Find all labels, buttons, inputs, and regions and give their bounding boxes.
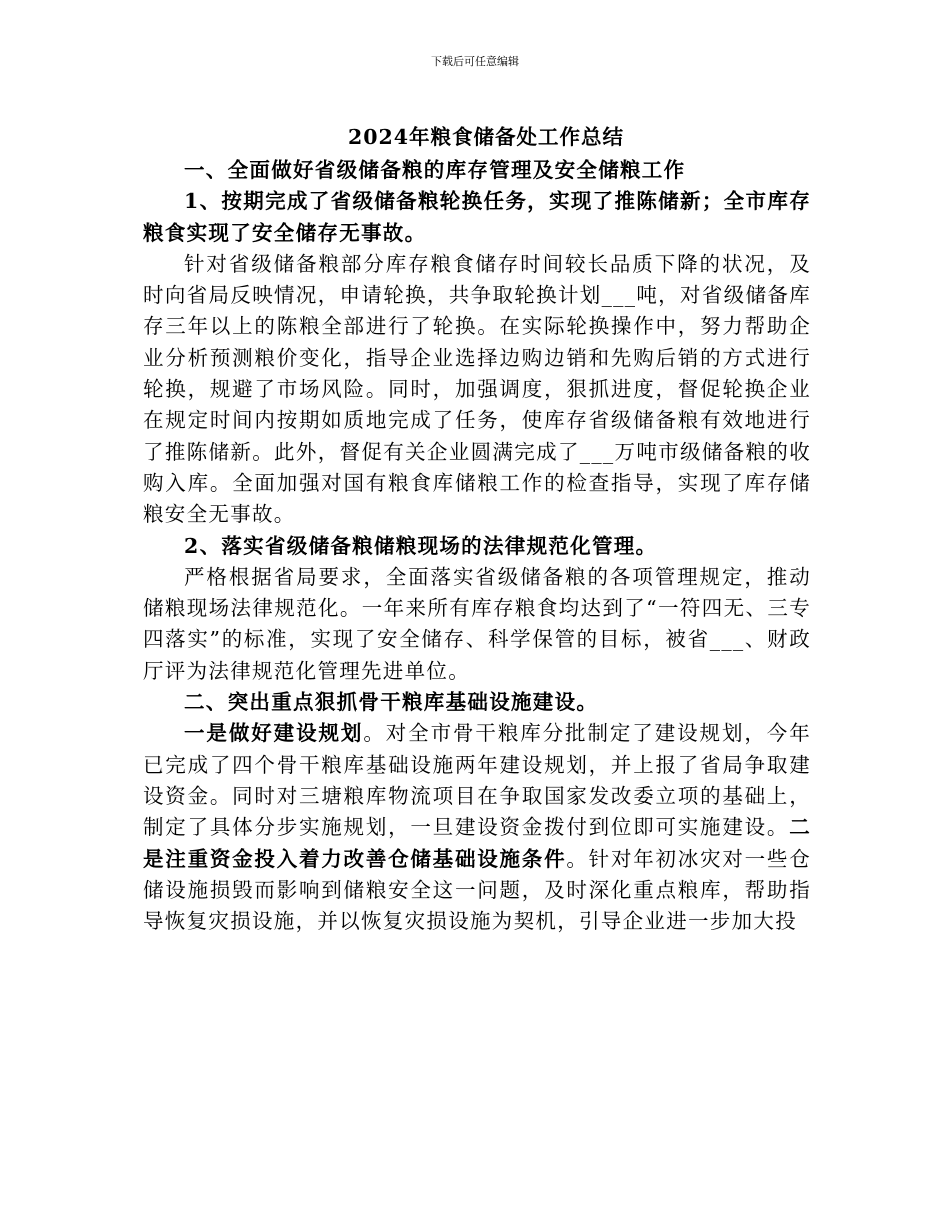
paragraph-3 [143, 718, 811, 937]
section-heading-1: 一、全面做好省级储备粮的库存管理及安全储粮工作 [184, 158, 686, 182]
subsection-heading-2: 2、落实省级储备粮储粮现场的法律规范化管理。 [184, 533, 658, 558]
document-title: 2024年粮食储备处工作总结 [347, 125, 625, 149]
section-heading-2: 二、突出重点狠抓骨干粮库基础设施建设。 [184, 690, 599, 715]
subsection-heading-1: 1、按期完成了省级储备粮轮换任务，实现了推陈储新；全市库存粮食实现了安全储存无事故。 [143, 189, 811, 245]
paragraph-3-text-2: 。针对年初冰灾对一些仓储设施损毁而影响到储粮安全这一问题，及时深化重点粮库，帮助指导恢复灾损设施，并以恢复灾损设施为契机，引导企业进一步加大投 [143, 846, 811, 934]
document-body [143, 120, 811, 937]
paragraph-3-text-1: 。对全市骨干粮库分批制定了建设规划，今年已完成了四个骨干粮库基础设施两年建设规划，并上报了省局争取建设资金。同时对三塘粮库物流项目在争取国家发改委立项的基础上，制定了具体分步实施规划，一旦建设资金拨付到位即可实施建设。 [143, 721, 812, 840]
paragraph-1: 针对省级储备粮部分库存粮食储存时间较长品质下降的状况，及时向省局反映情况，申请轮换，共争取轮换计划___吨，对省级储备库存三年以上的陈粮全部进行了轮换。在实际轮换操作中，努力帮助企业分析预测粮价变化，指导企业选择边购边销和先购后销的方式进行轮换，规避了市场风险。同时，加强调度，狠抓进度，督促轮换企业在规定时间内按期如质地完成了任务，使库存省级储备粮有效地进行了推陈储新。此外，督促有关企业圆满完成了___万吨市级储备粮的收购入库。全面加强对国有粮食库储粮工作的检查指导，实现了库存储粮安全无事故。 [143, 251, 811, 527]
paragraph-3-lead-2: 二是注重资金投入着力改善仓储基础设施条件 [143, 815, 811, 871]
paragraph-3-lead: 一是做好建设规划 [184, 721, 364, 746]
paragraph-2: 严格根据省局要求，全面落实省级储备粮的各项管理规定，推动储粮现场法律规范化。一年来所有库存粮食均达到了“一符四无、三专四落实”的标准，实现了安全储存、科学保管的目标，被省___、财政厅评为法律规范化管理先进单位。 [143, 564, 811, 683]
page-header-note: 下载后可任意编辑 [431, 55, 519, 68]
